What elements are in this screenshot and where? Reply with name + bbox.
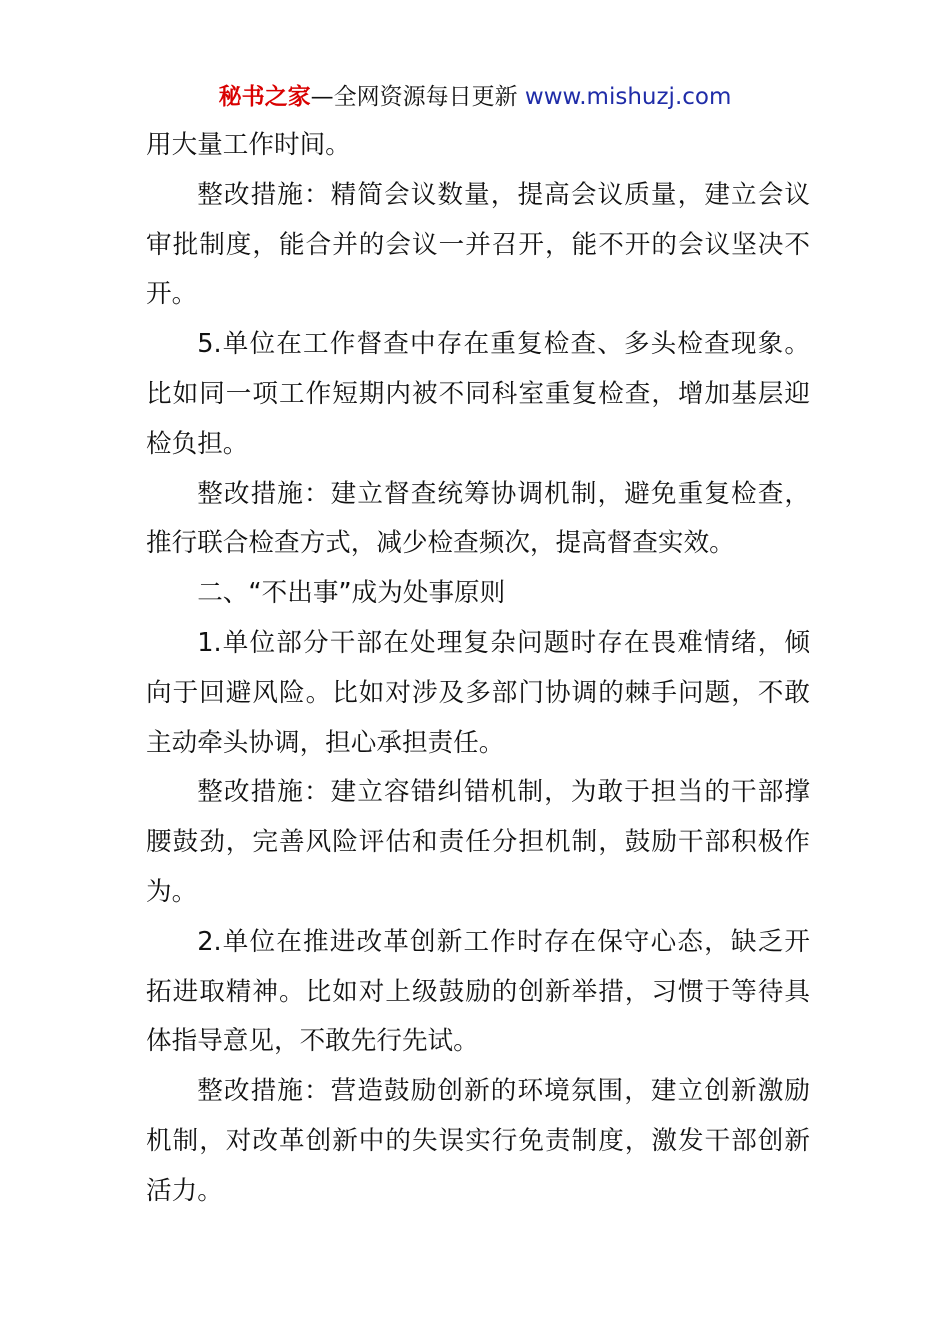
paragraph-issue: 2.单位在推进改革创新工作时存在保守心态，缺乏开拓进取精神。比如对上级鼓励的创新举措，习惯于等待具体指导意见，不敢先行先试。: [146, 926, 810, 1057]
paragraph-measure: 整改措施：精简会议数量，提高会议质量，建立会议审批制度，能合并的会议一并召开，能不开的会议坚决不开。: [146, 179, 810, 310]
document-body: [146, 121, 810, 1217]
site-header: [0, 80, 950, 114]
site-brand: 秘书之家: [218, 84, 311, 110]
paragraph-issue: 1.单位部分干部在处理复杂问题时存在畏难情绪，倾向于回避风险。比如对涉及多部门协调的棘手问题，不敢主动牵头协调，担心承担责任。: [146, 627, 810, 758]
paragraph-continuation: 用大量工作时间。: [146, 130, 351, 160]
paragraph-measure: 整改措施：建立容错纠错机制，为敢于担当的干部撑腰鼓劲，完善风险评估和责任分担机制，鼓励干部积极作为。: [146, 777, 810, 907]
site-url-link[interactable]: www.mishuzj.com: [524, 84, 732, 110]
paragraph-measure: 整改措施：建立督查统筹协调机制，避免重复检查，推行联合检查方式，减少检查频次，提高督查实效。: [146, 478, 810, 559]
paragraph-measure: 整改措施：营造鼓励创新的环境氛围，建立创新激励机制，对改革创新中的失误实行免责制度，激发干部创新活力。: [146, 1076, 810, 1206]
section-heading: 二、“不出事”成为处事原则: [197, 578, 506, 609]
paragraph-issue: 5.单位在工作督查中存在重复检查、多头检查现象。比如同一项工作短期内被不同科室重复检查，增加基层迎检负担。: [146, 329, 810, 459]
site-tagline: —全网资源每日更新: [310, 84, 525, 110]
